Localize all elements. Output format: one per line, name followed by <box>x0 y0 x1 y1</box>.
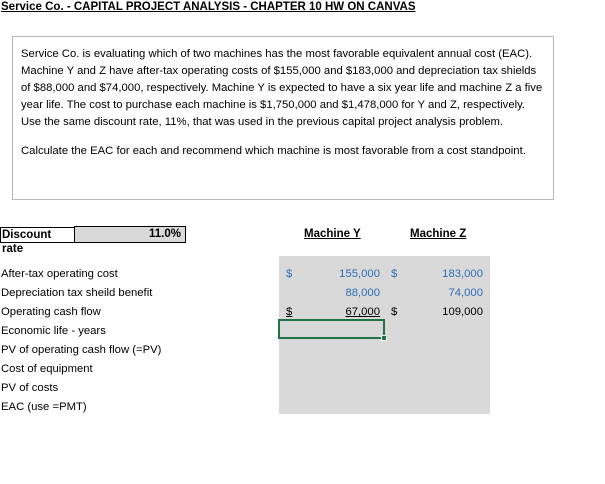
operating-cf-y-currency: $ <box>286 306 293 318</box>
row-label-depreciation[interactable]: Depreciation tax sheild benefit <box>1 287 153 299</box>
discount-rate-cell[interactable]: 11.0% <box>74 226 186 243</box>
after-tax-y-cell[interactable]: 155,000 <box>339 268 380 280</box>
after-tax-z-currency: $ <box>391 268 398 280</box>
fill-handle[interactable] <box>381 335 387 341</box>
description-paragraph-1: Service Co. is evaluating which of two machines has the most favorable equivalent annual cost (EAC). Machine Y and Z have after-tax operating costs of $155,000 and $183,000 and depreciation tax shields of $88,000 and $74,000, respectively. Machine Y is expected to have a six year life and machine Z a five year life. The cost to purchase each machine is $1,750,000 and $1,478,000 for Y and Z, respectively. Use the same discount rate, 11%, that was used in the previous capital project analysis problem. <box>21 48 543 128</box>
operating-cf-y-cell[interactable]: 67,000 <box>345 306 380 318</box>
depreciation-y-cell[interactable]: 88,000 <box>345 287 380 299</box>
row-label-cost-equipment[interactable]: Cost of equipment <box>1 363 93 375</box>
row-label-eac[interactable]: EAC (use =PMT) <box>1 401 87 413</box>
depreciation-z-cell[interactable]: 74,000 <box>448 287 483 299</box>
row-label-operating-cf[interactable]: Operating cash flow <box>1 306 101 318</box>
row-label-economic-life[interactable]: Economic life - years <box>1 325 106 337</box>
selected-cell-economic-life-y[interactable] <box>278 319 385 339</box>
operating-cf-z-cell[interactable]: 109,000 <box>442 306 483 318</box>
row-label-pv-operating[interactable]: PV of operating cash flow (=PV) <box>1 344 162 356</box>
sheet-title: Service Co. - CAPITAL PROJECT ANALYSIS - CHAPTER 10 HW ON CANVAS <box>1 1 416 13</box>
row-label-pv-costs[interactable]: PV of costs <box>1 382 59 394</box>
discount-rate-label[interactable]: Discount rate <box>0 227 74 243</box>
problem-description-textbox[interactable] <box>12 36 554 200</box>
description-paragraph-2: Calculate the EAC for each and recommend which machine is most favorable from a cost standpoint. <box>21 145 526 157</box>
operating-cf-z-currency: $ <box>391 306 398 318</box>
machine-y-header[interactable]: Machine Y <box>304 228 361 240</box>
after-tax-z-cell[interactable]: 183,000 <box>442 268 483 280</box>
machine-z-header[interactable]: Machine Z <box>410 228 467 240</box>
row-label-after-tax-cost[interactable]: After-tax operating cost <box>1 268 118 280</box>
after-tax-y-currency: $ <box>286 268 293 280</box>
